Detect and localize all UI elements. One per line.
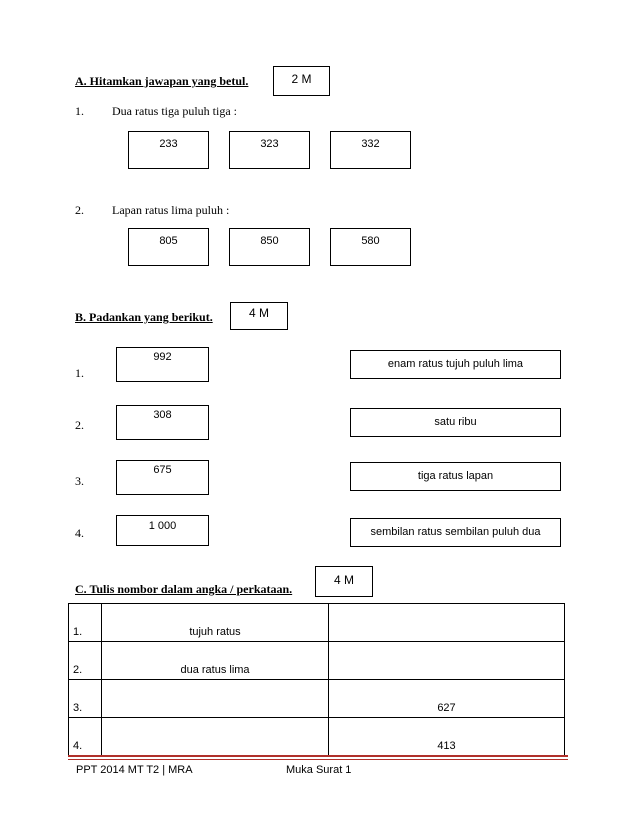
row-b2-number: 2. (75, 418, 84, 432)
option-a2-1[interactable]: 805 (128, 228, 209, 266)
row-b2-words[interactable]: satu ribu (350, 408, 561, 437)
row-b3-words[interactable]: tiga ratus lapan (350, 462, 561, 491)
section-a-heading: A. Hitamkan jawapan yang betul. (75, 74, 249, 88)
row-c3-number: 3. (69, 680, 102, 718)
table-row (69, 642, 565, 680)
row-b3-value[interactable]: 675 (116, 460, 209, 495)
table-row (69, 604, 565, 642)
row-b4-value[interactable]: 1 000 (116, 515, 209, 546)
option-a2-3[interactable]: 580 (330, 228, 411, 266)
question-a2-number: 2. (75, 203, 84, 217)
footer-left-text: PPT 2014 MT T2 | MRA (76, 764, 193, 776)
option-a1-3[interactable]: 332 (330, 131, 411, 169)
section-b-marks-label: 4 M (248, 306, 269, 320)
row-c1-number: 1. (69, 604, 102, 642)
row-c2-number: 2. (69, 642, 102, 680)
section-c-marks-label: 4 M (333, 573, 354, 587)
row-c4-number: 4. (69, 718, 102, 756)
row-c3-digits[interactable]: 627 (329, 680, 565, 718)
row-c1-digits[interactable] (329, 604, 565, 642)
row-b1-number: 1. (75, 366, 84, 380)
question-a2-text: Lapan ratus lima puluh : (112, 203, 230, 217)
section-c-marks (315, 566, 373, 597)
section-c-table (68, 603, 565, 756)
question-a1-number: 1. (75, 104, 84, 118)
question-a1-text: Dua ratus tiga puluh tiga : (112, 104, 237, 118)
row-c4-digits[interactable]: 413 (329, 718, 565, 756)
row-b2-value[interactable]: 308 (116, 405, 209, 440)
row-b1-words[interactable]: enam ratus tujuh puluh lima (350, 350, 561, 379)
section-b-marks (230, 302, 288, 330)
option-a1-2[interactable]: 323 (229, 131, 310, 169)
row-b4-number: 4. (75, 526, 84, 540)
section-b-heading: B. Padankan yang berikut. (75, 310, 213, 324)
table-row (69, 718, 565, 756)
row-c4-words[interactable] (102, 718, 329, 756)
footer-page-number: Muka Surat 1 (286, 764, 352, 776)
footer-rule-thin (68, 759, 568, 760)
table-row (69, 680, 565, 718)
footer-rule-thick (68, 755, 568, 757)
row-c3-words[interactable] (102, 680, 329, 718)
section-c-heading: C. Tulis nombor dalam angka / perkataan. (75, 582, 293, 596)
option-a2-2[interactable]: 850 (229, 228, 310, 266)
row-c2-words[interactable]: dua ratus lima (102, 642, 329, 680)
row-c2-digits[interactable] (329, 642, 565, 680)
option-a1-1[interactable]: 233 (128, 131, 209, 169)
section-a-marks (273, 66, 330, 96)
section-a-marks-label: 2 M (291, 72, 312, 86)
row-b3-number: 3. (75, 474, 84, 488)
row-b1-value[interactable]: 992 (116, 347, 209, 382)
row-c1-words[interactable]: tujuh ratus (102, 604, 329, 642)
row-b4-words[interactable]: sembilan ratus sembilan puluh dua (350, 518, 561, 547)
